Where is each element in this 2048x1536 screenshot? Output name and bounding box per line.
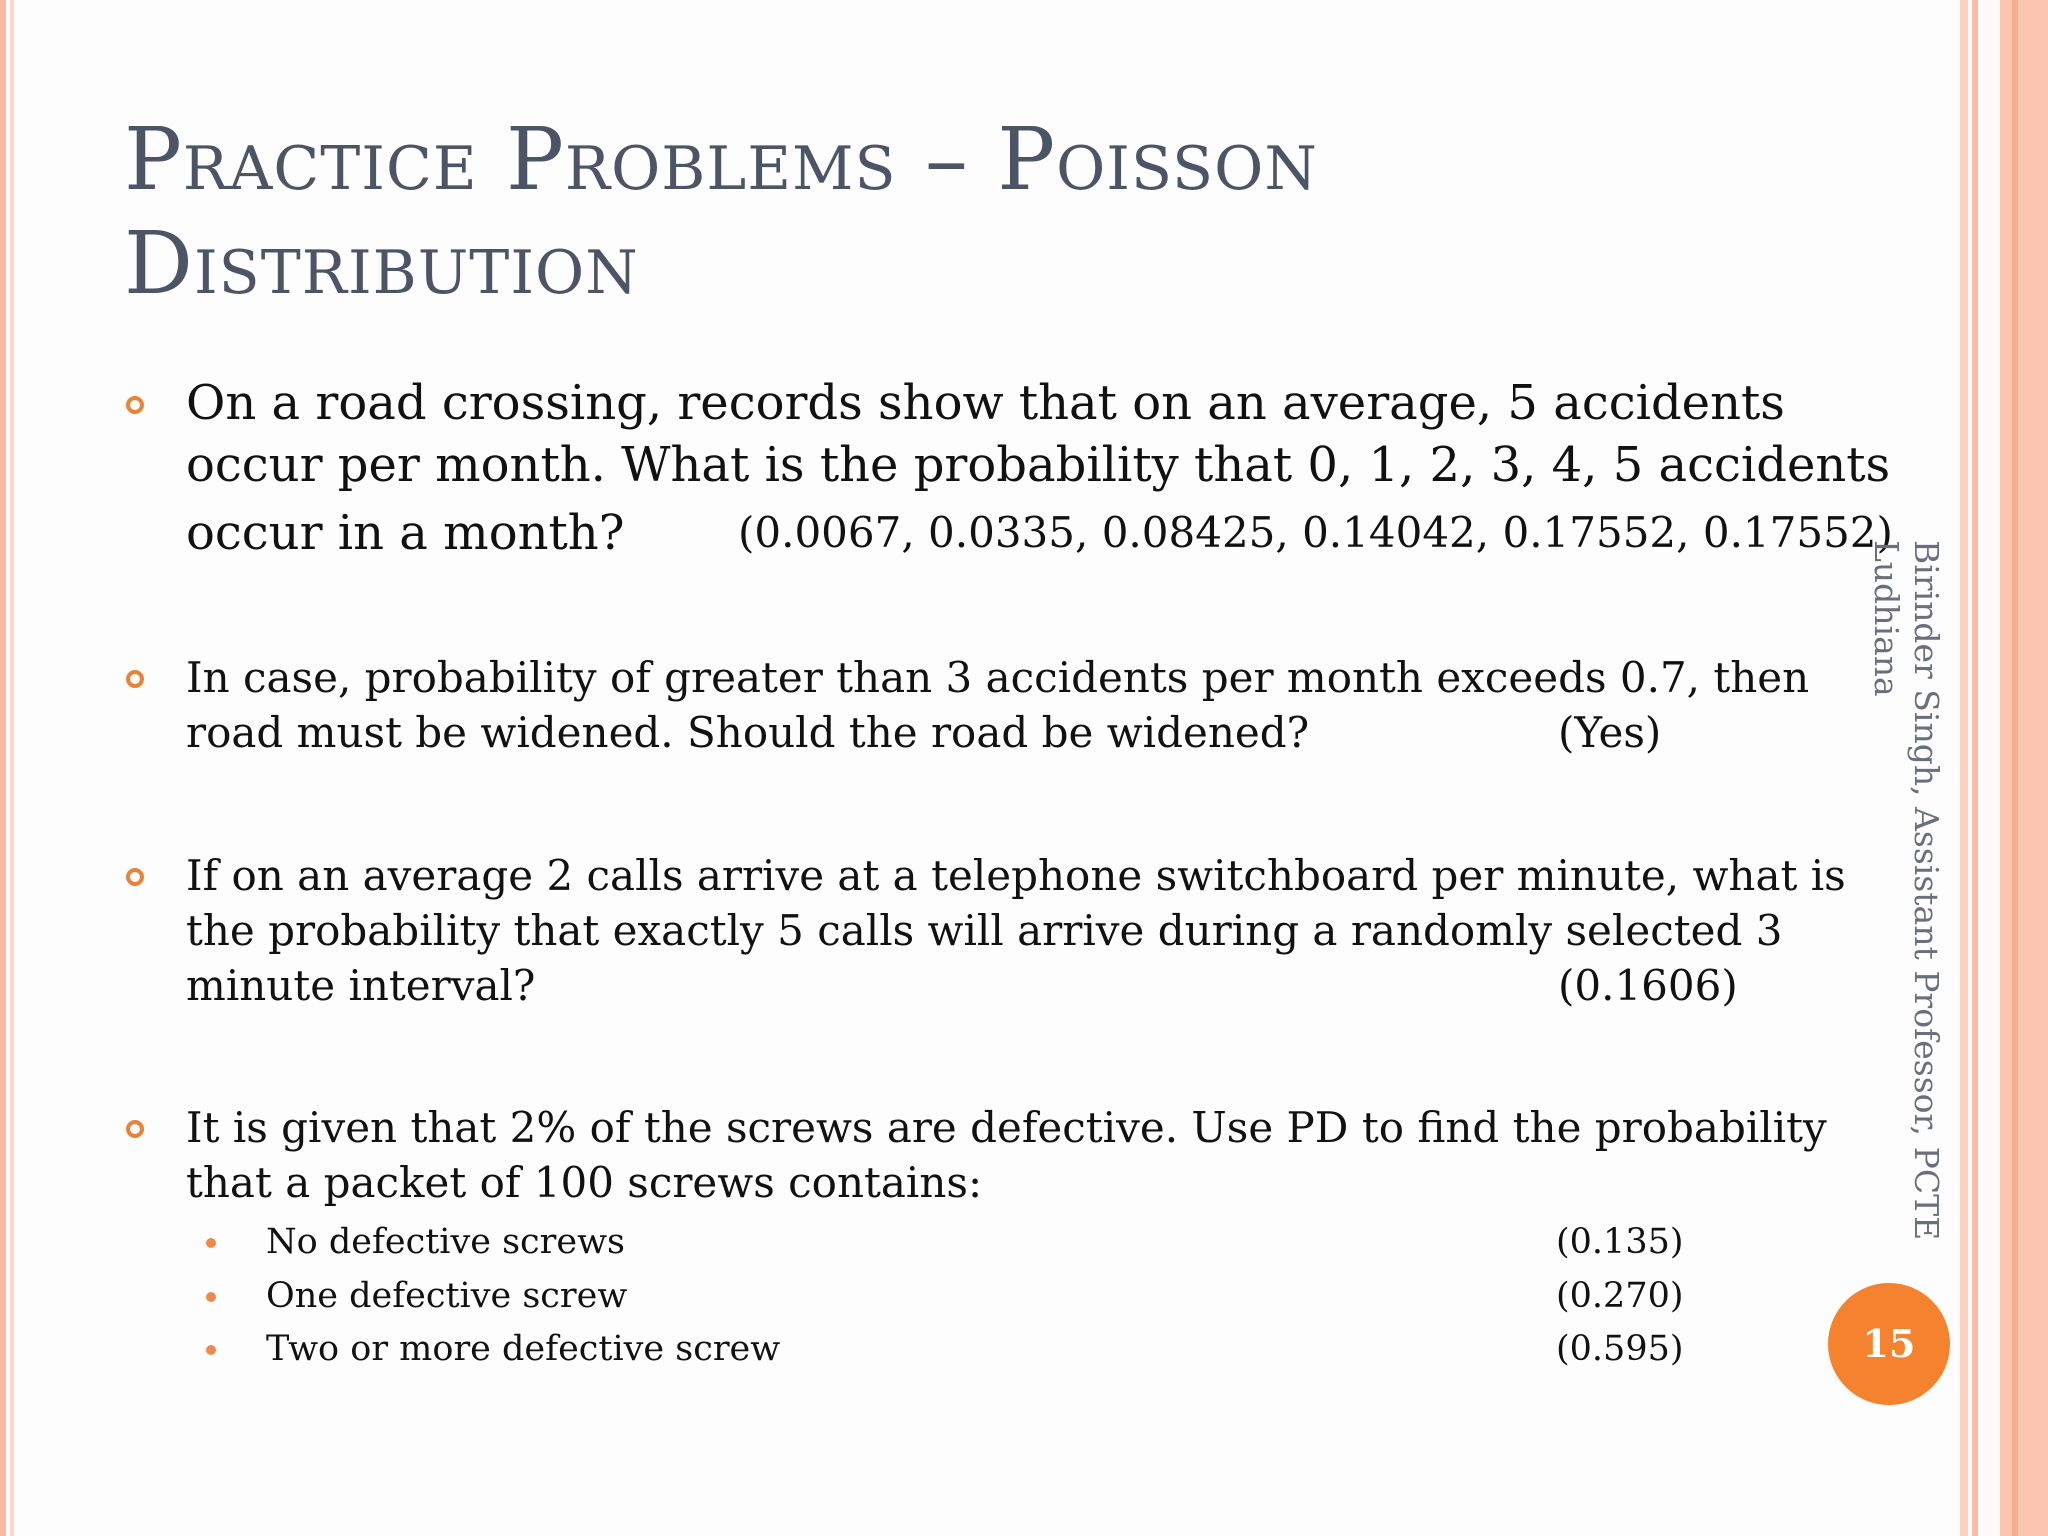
bullet-ring-icon [126, 670, 144, 688]
problem-4-line-2: that a packet of 100 screws contains: [186, 1158, 983, 1207]
problem-2-text [186, 650, 1844, 760]
bullet-ring-icon [126, 396, 144, 414]
author-credit-line-1: Birinder Singh, Assistant Professor, PCTE [1907, 540, 1946, 1241]
problem-2-answer: (Yes) [1558, 708, 1662, 757]
problem-2-line-2 [186, 705, 1844, 760]
problem-2-line-1: In case, probability of greater than 3 accidents per month exceeds 0.7, then [186, 653, 1810, 702]
author-credit-line-2: Ludhiana [1867, 540, 1906, 697]
problem-2 [124, 650, 1844, 760]
problem-1-line-3-text: occur in a month? [186, 505, 625, 561]
slide-title-line-1: Practice Problems – Poisson [124, 110, 1318, 210]
right-border-stripe [1960, 0, 1968, 1536]
bullet-dot-icon [206, 1292, 216, 1302]
right-border-band-line [2012, 0, 2018, 1536]
problem-1-line-1: On a road crossing, records show that on an average, 5 accidents [186, 375, 1785, 431]
subitem-label: One defective screw [266, 1276, 628, 1316]
problem-1-line-3 [186, 502, 1893, 564]
problem-3-text [186, 848, 1844, 1013]
right-border-gap [1984, 0, 2000, 1536]
page-number-badge: 15 [1828, 1283, 1950, 1405]
problem-2-line-2-text: road must be widened. Should the road be widened? [186, 708, 1310, 757]
left-border-stripe [0, 0, 6, 1536]
subitem-answer: (0.135) [1556, 1222, 1684, 1262]
problem-4-line-1: It is given that 2% of the screws are defective. Use PD to find the probability [186, 1103, 1827, 1152]
bullet-ring-icon [126, 868, 144, 886]
bullet-dot-icon [206, 1238, 216, 1248]
problem-3-answer: (0.1606) [1558, 961, 1738, 1010]
problem-4 [124, 1100, 1844, 1210]
subitem-answer: (0.270) [1556, 1276, 1684, 1316]
problem-4-text [186, 1100, 1844, 1210]
problem-1-text [186, 372, 1893, 564]
subitem-label: No defective screws [266, 1222, 626, 1262]
bullet-dot-icon [206, 1345, 216, 1355]
problem-3-line-3-text: minute interval? [186, 961, 536, 1010]
bullet-ring-icon [126, 1120, 144, 1138]
problem-3 [124, 848, 1844, 1013]
slide-title-line-2: Distribution [124, 214, 639, 314]
problem-3-line-1: If on an average 2 calls arrive at a telephone switchboard per minute, what is [186, 851, 1846, 900]
right-border-band [2000, 0, 2048, 1536]
problem-3-line-2: the probability that exactly 5 calls will arrive during a randomly selected 3 [186, 906, 1783, 955]
problem-1-line-2: occur per month. What is the probability that 0, 1, 2, 3, 4, 5 accidents [186, 437, 1891, 493]
subitem-label: Two or more defective screw [266, 1329, 781, 1369]
slide-title [124, 108, 1624, 316]
problem-1 [124, 372, 1893, 564]
problem-1-answer: (0.0067, 0.0335, 0.08425, 0.14042, 0.17552, 0.17552) [738, 508, 1893, 557]
right-border-stripe [1972, 0, 1978, 1536]
left-border-stripe-inner [10, 0, 14, 1536]
subitem-answer: (0.595) [1556, 1329, 1684, 1369]
problem-3-line-3 [186, 958, 1844, 1013]
author-credit [1867, 540, 1946, 1241]
